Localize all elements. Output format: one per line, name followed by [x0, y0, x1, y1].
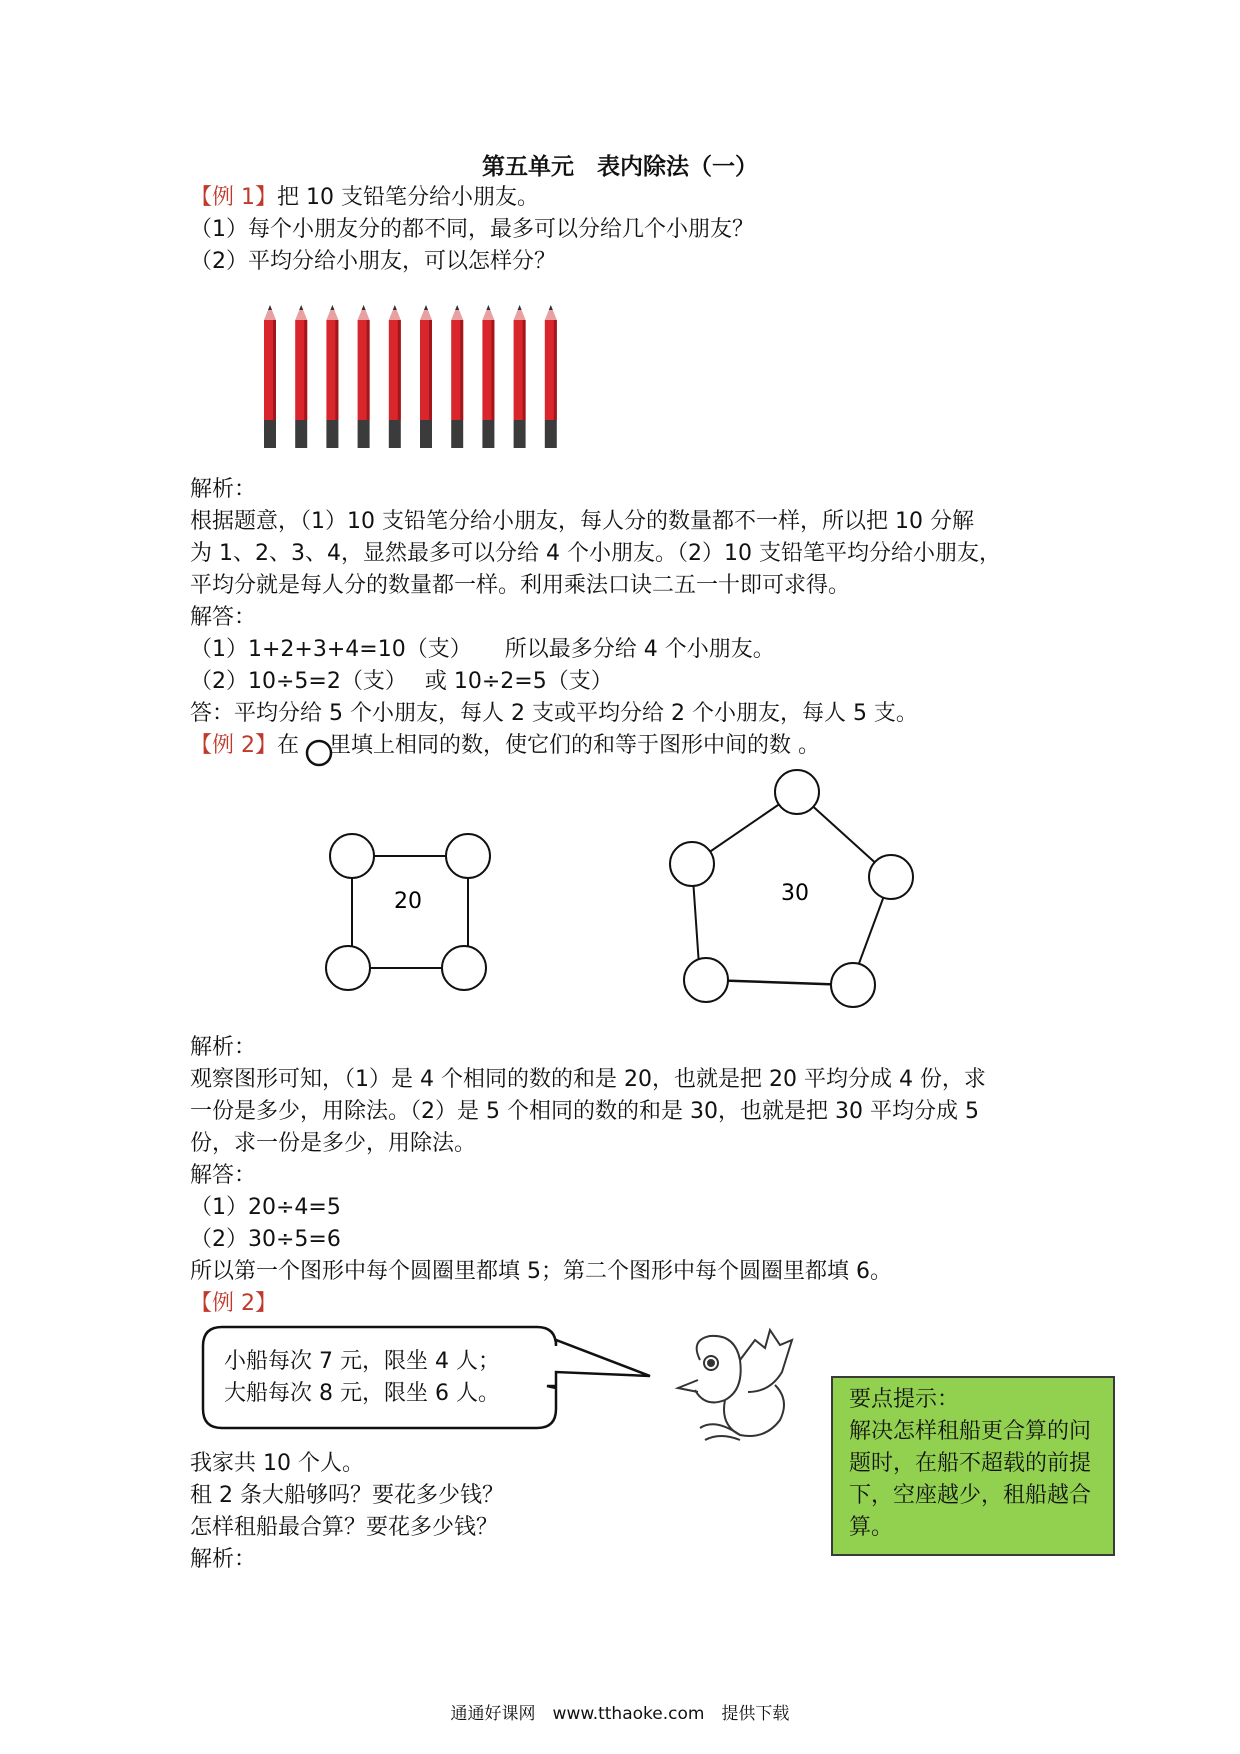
ex2-answer-line: （2）30÷5=6 — [190, 1227, 341, 1252]
ex3-line: 怎样租船最合算？要花多少钱？ — [190, 1515, 499, 1540]
ex1-analysis-line: 平均分就是每人分的数量都一样。利用乘法口诀二五一十即可求得。 — [190, 573, 851, 598]
pencil-icon — [451, 305, 463, 448]
square-circle-bl — [326, 946, 370, 990]
footer-credit: 通通好课网 www.tthaoke.com 提供下载 — [450, 1704, 790, 1724]
ex2-analysis-line: 观察图形可知，（1）是 4 个相同的数的和是 20，也就是把 20 平均分成 4 份，求 — [190, 1067, 986, 1092]
page-title: 第五单元 表内除法（一） — [482, 154, 758, 180]
pentagon-circle-right — [869, 855, 913, 899]
ex2-answer-line: 所以第一个图形中每个圆圈里都填 5；第二个图形中每个圆圈里都填 6。 — [190, 1259, 892, 1284]
ex1-text: 把 10 支铅笔分给小朋友。 — [277, 185, 539, 210]
ex3-tag: 【例 2】 — [190, 1291, 277, 1316]
tip-title: 要点提示： — [849, 1387, 960, 1412]
pencil-icon — [358, 305, 370, 448]
square-circle-br — [442, 946, 486, 990]
pentagon-circle-top — [775, 770, 819, 814]
ex3-analysis-label: 解析： — [190, 1547, 257, 1572]
pencil-icon — [264, 305, 276, 448]
bird-pupil — [708, 1360, 714, 1366]
ex1-analysis-line: 根据题意，（1）10 支铅笔分给小朋友，每人分的数量都不一样，所以把 10 分解 — [190, 509, 974, 534]
ex2-answer-line: （1）20÷4=5 — [190, 1195, 341, 1220]
pencil-icon — [420, 305, 432, 448]
ex2-statement — [190, 730, 820, 762]
ex1-answer-line: （1）1+2+3+4=10（支） 所以最多分给 4 个小朋友。 — [190, 637, 775, 662]
ex1-question-1: （1）每个小朋友分的都不同，最多可以分给几个小朋友？ — [190, 217, 754, 242]
ex3-line: 我家共 10 个人。 — [190, 1451, 364, 1476]
pencil-icon — [389, 305, 401, 448]
ex2-tag: 【例 2】 — [190, 733, 277, 758]
ex1-answer-line: 答：平均分给 5 个小朋友，每人 2 支或平均分给 2 个小朋友，每人 5 支。 — [190, 701, 918, 726]
bird-icon — [678, 1330, 792, 1440]
bird-wing — [740, 1330, 792, 1392]
ex2-analysis-line: 一份是多少，用除法。（2）是 5 个相同的数的和是 30，也就是把 30 平均分成 5 — [190, 1099, 979, 1124]
ex2-analysis-line: 份，求一份是多少，用除法。 — [190, 1131, 477, 1156]
ex3-line: 租 2 条大船够吗？要花多少钱？ — [190, 1483, 504, 1508]
pentagon-circle-bottom-right — [831, 963, 875, 1007]
bubble-line: 大船每次 8 元，限坐 6 人。 — [224, 1381, 500, 1406]
pentagon-center-value: 30 — [781, 881, 809, 906]
tip-body: 解决怎样租船更合算的问题时，在船不超载的前提下，空座越少，租船越合算。 — [849, 1419, 1092, 1540]
ex1-statement — [190, 182, 539, 214]
ex2-answer-label: 解答： — [190, 1163, 257, 1188]
pencil-icon — [514, 305, 526, 448]
pencil-icon — [482, 305, 494, 448]
bubble-line: 小船每次 7 元，限坐 4 人； — [224, 1349, 500, 1374]
ex1-analysis-line: 为 1、2、3、4，显然最多可以分给 4 个小朋友。（2）10 支铅笔平均分给小朋友， — [190, 541, 1001, 566]
tip-box — [831, 1376, 1115, 1556]
pencil-icon — [295, 305, 307, 448]
pencil-icon — [326, 305, 338, 448]
ex2-text-before: 在 — [277, 733, 300, 758]
ex1-analysis-label: 解析： — [190, 477, 257, 502]
square-circle-tr — [446, 834, 490, 878]
pentagon-edge — [708, 980, 851, 985]
ex1-question-2: （2）平均分给小朋友，可以怎样分？ — [190, 249, 556, 274]
ex1-answer-label: 解答： — [190, 605, 257, 630]
ex1-answer-line: （2）10÷5=2（支） 或 10÷2=5（支） — [190, 669, 613, 694]
pencil-icon — [545, 305, 557, 448]
square-circle-tl — [330, 834, 374, 878]
bird-head — [695, 1336, 741, 1403]
pentagon-circle-bottom-left — [684, 958, 728, 1002]
bird-tail-2 — [705, 1436, 740, 1440]
ex2-text-after: 里填上相同的数，使它们的和等于图形中间的数 。 — [329, 733, 821, 758]
bird-tail — [700, 1424, 740, 1435]
square-center-value: 20 — [394, 889, 422, 914]
pencil-group — [264, 305, 557, 448]
ex1-tag: 【例 1】 — [190, 185, 277, 210]
pentagon-circle-left — [670, 842, 714, 886]
ex2-analysis-label: 解析： — [190, 1035, 257, 1060]
